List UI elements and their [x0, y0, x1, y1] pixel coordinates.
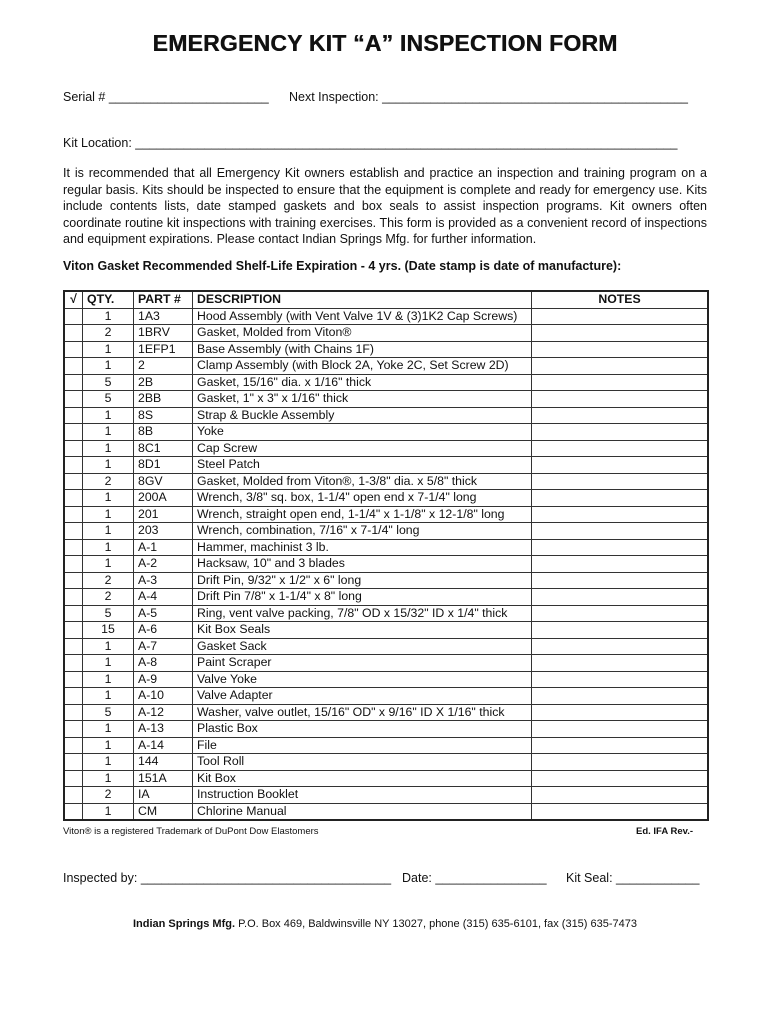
trademark-note: Viton® is a registered Trademark of DuPont Dow Elastomers [63, 826, 319, 837]
check-cell[interactable] [64, 704, 83, 721]
check-cell[interactable] [64, 473, 83, 490]
viton-heading: Viton Gasket Recommended Shelf-Life Expiration - 4 yrs. (Date stamp is date of manufacture): [63, 259, 622, 273]
table-row [64, 490, 708, 507]
description-cell: Gasket Sack [193, 638, 532, 655]
table-row [64, 325, 708, 342]
table-row [64, 341, 708, 358]
check-cell[interactable] [64, 523, 83, 540]
qty-cell: 1 [83, 490, 134, 507]
part-cell: A-5 [134, 605, 193, 622]
qty-cell: 1 [83, 308, 134, 325]
footer [0, 918, 770, 930]
description-cell: Instruction Booklet [193, 787, 532, 804]
table-row [64, 671, 708, 688]
part-cell: 8D1 [134, 457, 193, 474]
table-row [64, 424, 708, 441]
notes-cell[interactable] [532, 605, 709, 622]
qty-cell: 1 [83, 341, 134, 358]
description-cell: Paint Scraper [193, 655, 532, 672]
part-cell: A-7 [134, 638, 193, 655]
part-cell: 8B [134, 424, 193, 441]
check-cell[interactable] [64, 374, 83, 391]
check-cell[interactable] [64, 391, 83, 408]
qty-header: QTY. [83, 291, 134, 308]
table-row [64, 721, 708, 738]
description-cell: Ring, vent valve packing, 7/8" OD x 15/32" ID x 1/4" thick [193, 605, 532, 622]
description-cell: File [193, 737, 532, 754]
description-cell: Strap & Buckle Assembly [193, 407, 532, 424]
description-cell: Base Assembly (with Chains 1F) [193, 341, 532, 358]
part-cell: A-14 [134, 737, 193, 754]
part-cell: A-9 [134, 671, 193, 688]
qty-cell: 1 [83, 407, 134, 424]
table-row [64, 572, 708, 589]
part-cell: A-8 [134, 655, 193, 672]
form-title: EMERGENCY KIT “A” INSPECTION FORM [152, 30, 618, 56]
description-header: DESCRIPTION [193, 291, 532, 308]
check-header: √ [64, 291, 83, 308]
table-row [64, 605, 708, 622]
description-cell: Hood Assembly (with Vent Valve 1V & (3)1K2 Cap Screws) [193, 308, 532, 325]
notes-cell[interactable] [532, 688, 709, 705]
qty-cell: 1 [83, 770, 134, 787]
qty-cell: 1 [83, 506, 134, 523]
check-cell[interactable] [64, 341, 83, 358]
inspected-by-field[interactable]: Inspected by: ____________________________________ [63, 871, 392, 885]
description-cell: Gasket, Molded from Viton® [193, 325, 532, 342]
check-cell[interactable] [64, 622, 83, 639]
footer-company: Indian Springs Mfg. [132, 918, 236, 930]
description-cell: Gasket, 1" x 3" x 1/16" thick [193, 391, 532, 408]
description-cell: Drift Pin, 9/32" x 1/2" x 6" long [193, 572, 532, 589]
check-cell[interactable] [64, 308, 83, 325]
qty-cell: 1 [83, 440, 134, 457]
table-row [64, 308, 708, 325]
qty-cell: 5 [83, 391, 134, 408]
qty-cell: 1 [83, 688, 134, 705]
notes-cell[interactable] [532, 622, 709, 639]
part-cell: A-10 [134, 688, 193, 705]
notes-cell[interactable] [532, 671, 709, 688]
qty-cell: 2 [83, 325, 134, 342]
part-cell: 151A [134, 770, 193, 787]
qty-cell: 1 [83, 671, 134, 688]
qty-cell: 5 [83, 605, 134, 622]
description-cell: Cap Screw [193, 440, 532, 457]
qty-cell: 1 [83, 721, 134, 738]
qty-cell: 1 [83, 358, 134, 375]
date-field[interactable]: Date: ________________ [402, 871, 547, 885]
table-row [64, 539, 708, 556]
qty-cell: 1 [83, 638, 134, 655]
part-cell: CM [134, 803, 193, 820]
check-cell[interactable] [64, 737, 83, 754]
table-row [64, 754, 708, 771]
notes-cell[interactable] [532, 770, 709, 787]
table-row [64, 589, 708, 606]
table-row [64, 688, 708, 705]
notes-cell[interactable] [532, 523, 709, 540]
table-row [64, 440, 708, 457]
qty-cell: 2 [83, 589, 134, 606]
check-cell[interactable] [64, 803, 83, 820]
description-cell: Chlorine Manual [193, 803, 532, 820]
qty-cell: 2 [83, 572, 134, 589]
description-cell: Wrench, straight open end, 1-1/4" x 1-1/8" x 12-1/8" long [193, 506, 532, 523]
part-cell: 8S [134, 407, 193, 424]
serial-field[interactable]: Serial # _______________________ [63, 90, 269, 104]
check-cell[interactable] [64, 325, 83, 342]
table-row [64, 473, 708, 490]
description-cell: Gasket, Molded from Viton®, 1-3/8" dia. x 5/8" thick [193, 473, 532, 490]
description-cell: Tool Roll [193, 754, 532, 771]
part-cell: 2 [134, 358, 193, 375]
check-cell[interactable] [64, 539, 83, 556]
table-body [64, 308, 708, 820]
part-cell: 1A3 [134, 308, 193, 325]
description-cell: Kit Box [193, 770, 532, 787]
description-cell: Gasket, 15/16" dia. x 1/16" thick [193, 374, 532, 391]
qty-cell: 1 [83, 737, 134, 754]
qty-cell: 1 [83, 754, 134, 771]
description-cell: Valve Adapter [193, 688, 532, 705]
notes-cell[interactable] [532, 391, 709, 408]
part-cell: A-4 [134, 589, 193, 606]
table-row [64, 622, 708, 639]
check-cell[interactable] [64, 457, 83, 474]
notes-cell[interactable] [532, 737, 709, 754]
part-cell: 203 [134, 523, 193, 540]
part-cell: A-12 [134, 704, 193, 721]
notes-cell[interactable] [532, 754, 709, 771]
check-cell[interactable] [64, 605, 83, 622]
notes-cell[interactable] [532, 308, 709, 325]
qty-cell: 5 [83, 374, 134, 391]
part-header: PART # [134, 291, 193, 308]
check-cell[interactable] [64, 638, 83, 655]
table-row [64, 457, 708, 474]
notes-cell[interactable] [532, 490, 709, 507]
check-cell[interactable] [64, 754, 83, 771]
table-row [64, 737, 708, 754]
qty-cell: 1 [83, 556, 134, 573]
notes-cell[interactable] [532, 424, 709, 441]
notes-cell[interactable] [532, 704, 709, 721]
inspection-table [63, 290, 709, 821]
table-row [64, 655, 708, 672]
notes-cell[interactable] [532, 589, 709, 606]
check-cell[interactable] [64, 358, 83, 375]
check-cell[interactable] [64, 589, 83, 606]
part-cell: A-3 [134, 572, 193, 589]
table-row [64, 374, 708, 391]
check-cell[interactable] [64, 572, 83, 589]
check-cell[interactable] [64, 424, 83, 441]
edition-label: Ed. IFA Rev.- [636, 826, 694, 837]
intro-paragraph: It is recommended that all Emergency Kit owners establish and practice an inspection and training program on a regular basis. Kits should be inspected to ensure that the equipment is complete and ready for emergency use. Kits include contents lists, date stamped gaskets and box seals to assist inspection programs. Kit owners often coordinate routine kit inspections with training exercises. This form is provided as a convenient record of inspections and equipment expirations. Please contact Indian Springs Mfg. for further information. [63, 166, 707, 247]
qty-cell: 1 [83, 523, 134, 540]
table-row [64, 803, 708, 820]
notes-cell[interactable] [532, 407, 709, 424]
description-cell: Kit Box Seals [193, 622, 532, 639]
part-cell: A-13 [134, 721, 193, 738]
notes-cell[interactable] [532, 457, 709, 474]
notes-cell[interactable] [532, 787, 709, 804]
qty-cell: 1 [83, 457, 134, 474]
description-cell: Yoke [193, 424, 532, 441]
description-cell: Wrench, 3/8" sq. box, 1-1/4" open end x 7-1/4" long [193, 490, 532, 507]
notes-cell[interactable] [532, 374, 709, 391]
check-cell[interactable] [64, 671, 83, 688]
check-cell[interactable] [64, 721, 83, 738]
description-cell: Steel Patch [193, 457, 532, 474]
table-header-row [64, 291, 708, 308]
check-cell[interactable] [64, 770, 83, 787]
table-row [64, 523, 708, 540]
part-cell: A-6 [134, 622, 193, 639]
qty-cell: 1 [83, 539, 134, 556]
part-cell: 8GV [134, 473, 193, 490]
check-cell[interactable] [64, 407, 83, 424]
part-cell: 1EFP1 [134, 341, 193, 358]
kit-location-field[interactable]: Kit Location: ______________________________________________________________________________ [63, 136, 678, 150]
table-row [64, 787, 708, 804]
part-cell: 201 [134, 506, 193, 523]
notes-cell[interactable] [532, 655, 709, 672]
notes-cell[interactable] [532, 721, 709, 738]
description-cell: Wrench, combination, 7/16" x 7-1/4" long [193, 523, 532, 540]
notes-cell[interactable] [532, 638, 709, 655]
part-cell: 200A [134, 490, 193, 507]
part-cell: 2BB [134, 391, 193, 408]
notes-cell[interactable] [532, 556, 709, 573]
part-cell: 8C1 [134, 440, 193, 457]
table-row [64, 704, 708, 721]
notes-cell[interactable] [532, 473, 709, 490]
next-inspection-field[interactable]: Next Inspection: ____________________________________________ [289, 90, 688, 104]
check-cell[interactable] [64, 440, 83, 457]
description-cell: Clamp Assembly (with Block 2A, Yoke 2C, Set Screw 2D) [193, 358, 532, 375]
table-row [64, 770, 708, 787]
notes-header: NOTES [532, 291, 709, 308]
notes-cell[interactable] [532, 803, 709, 820]
part-cell: A-2 [134, 556, 193, 573]
footer-address: P.O. Box 469, Baldwinsville NY 13027, phone (315) 635-6101, fax (315) 635-7473 [235, 918, 638, 930]
notes-cell[interactable] [532, 341, 709, 358]
table-row [64, 407, 708, 424]
qty-cell: 2 [83, 787, 134, 804]
description-cell: Hacksaw, 10" and 3 blades [193, 556, 532, 573]
part-cell: 1BRV [134, 325, 193, 342]
check-cell[interactable] [64, 490, 83, 507]
qty-cell: 2 [83, 473, 134, 490]
qty-cell: 15 [83, 622, 134, 639]
table-row [64, 358, 708, 375]
check-cell[interactable] [64, 688, 83, 705]
notes-cell[interactable] [532, 358, 709, 375]
table-row [64, 506, 708, 523]
description-cell: Valve Yoke [193, 671, 532, 688]
kit-seal-field[interactable]: Kit Seal: ____________ [566, 871, 700, 885]
qty-cell: 1 [83, 424, 134, 441]
table-row [64, 391, 708, 408]
part-cell: 144 [134, 754, 193, 771]
table-row [64, 638, 708, 655]
check-cell[interactable] [64, 556, 83, 573]
qty-cell: 1 [83, 655, 134, 672]
notes-cell[interactable] [532, 506, 709, 523]
notes-cell[interactable] [532, 325, 709, 342]
description-cell: Washer, valve outlet, 15/16" OD" x 9/16" ID X 1/16" thick [193, 704, 532, 721]
qty-cell: 5 [83, 704, 134, 721]
part-cell: 2B [134, 374, 193, 391]
description-cell: Drift Pin 7/8" x 1-1/4" x 8" long [193, 589, 532, 606]
check-cell[interactable] [64, 506, 83, 523]
table-row [64, 556, 708, 573]
part-cell: A-1 [134, 539, 193, 556]
notes-cell[interactable] [532, 539, 709, 556]
check-cell[interactable] [64, 787, 83, 804]
part-cell: IA [134, 787, 193, 804]
description-cell: Plastic Box [193, 721, 532, 738]
notes-cell[interactable] [532, 572, 709, 589]
qty-cell: 1 [83, 803, 134, 820]
notes-cell[interactable] [532, 440, 709, 457]
description-cell: Hammer, machinist 3 lb. [193, 539, 532, 556]
check-cell[interactable] [64, 655, 83, 672]
